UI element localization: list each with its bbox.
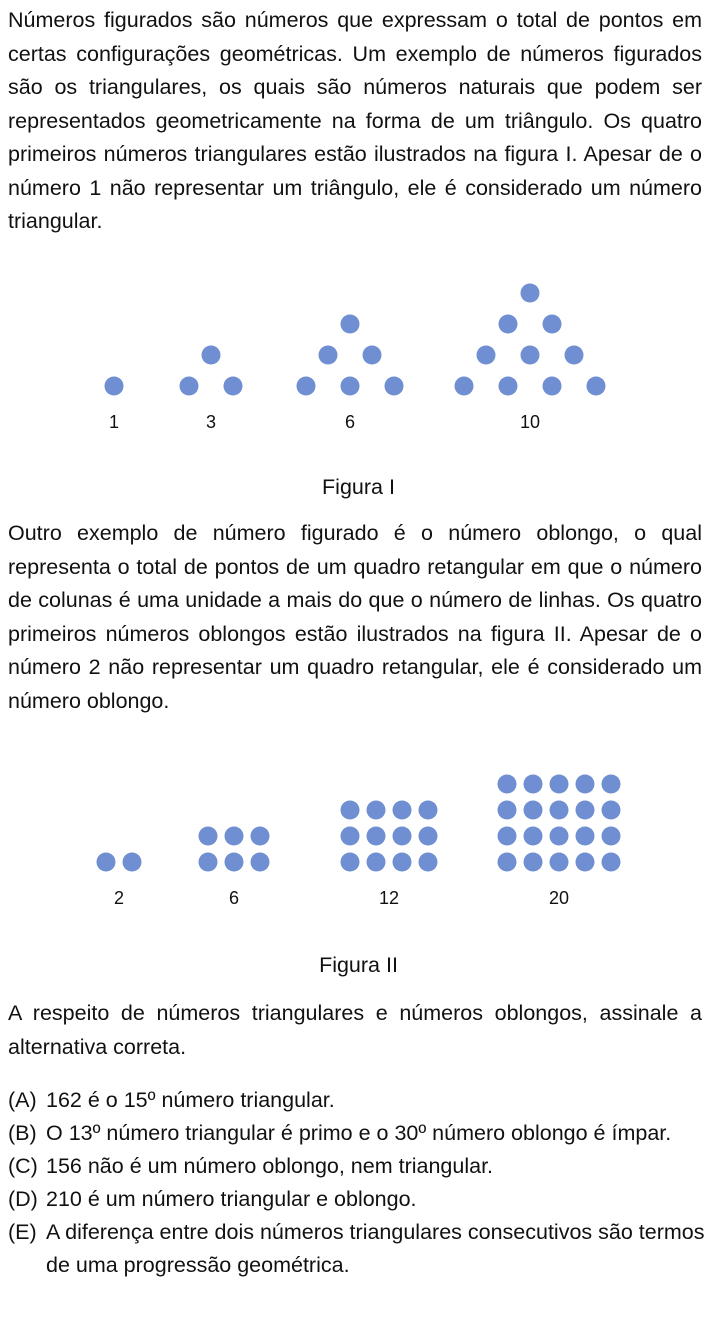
dot bbox=[550, 827, 569, 846]
option-letter: (C) bbox=[8, 1154, 38, 1178]
dot bbox=[419, 853, 438, 872]
option-letter: (D) bbox=[8, 1187, 38, 1211]
dot bbox=[524, 801, 543, 820]
option-d[interactable] bbox=[8, 1183, 708, 1216]
option-letter: (E) bbox=[8, 1220, 37, 1244]
figure-2-label: 12 bbox=[378, 888, 400, 908]
dot bbox=[576, 775, 595, 794]
dot bbox=[341, 853, 360, 872]
figure-2-caption: Figura II bbox=[319, 953, 398, 977]
figure-1-label: 3 bbox=[205, 412, 217, 432]
dot bbox=[576, 801, 595, 820]
dot bbox=[498, 853, 517, 872]
figure-2-label: 2 bbox=[113, 888, 125, 908]
option-a[interactable] bbox=[8, 1084, 708, 1117]
dot bbox=[367, 853, 386, 872]
option-b[interactable] bbox=[8, 1117, 708, 1150]
oblong-paragraph: Outro exemplo de número figurado é o número oblongo, o qual representa o total de pontos de um quadro retangular em que o número de colunas é uma unidade a mais do que o número de linhas. Os quatro primeiros números oblongos estão ilustrados na figura II. Apesar de o número 2 não representar um quadro retangular, ele é considerado um número oblongo. bbox=[8, 521, 702, 713]
figure-1-label: 10 bbox=[519, 412, 541, 432]
dot bbox=[97, 853, 116, 872]
option-text: O 13º número triangular é primo e o 30º número oblongo é ímpar. bbox=[46, 1121, 672, 1145]
dot bbox=[367, 801, 386, 820]
dot bbox=[576, 853, 595, 872]
dot bbox=[225, 827, 244, 846]
oblong-group-6 bbox=[199, 827, 270, 909]
dot bbox=[524, 827, 543, 846]
answer-options bbox=[8, 1084, 708, 1282]
figure-1-label: 1 bbox=[108, 412, 120, 432]
option-text: 162 é o 15º número triangular. bbox=[46, 1088, 335, 1112]
dot bbox=[251, 827, 270, 846]
dot bbox=[123, 853, 142, 872]
dot bbox=[419, 827, 438, 846]
figure-1-caption: Figura I bbox=[322, 475, 395, 499]
dot bbox=[419, 801, 438, 820]
dot bbox=[602, 853, 621, 872]
intro-paragraph: Números figurados são números que expressam o total de pontos em certas configurações geométricas. Um exemplo de números figurados são os triangulares, os quais são números naturais que podem ser representados geometricamente na forma de um triângulo. Os quatro primeiros números triangulares estão ilustrados na figura I. Apesar de o número 1 não representar um triângulo, ele é considerado um número triangular. bbox=[8, 8, 702, 233]
dot bbox=[498, 775, 517, 794]
dot bbox=[367, 827, 386, 846]
dot bbox=[550, 853, 569, 872]
dot bbox=[602, 801, 621, 820]
dot bbox=[341, 801, 360, 820]
dot bbox=[393, 853, 412, 872]
dot bbox=[524, 775, 543, 794]
dot bbox=[251, 853, 270, 872]
figure-2-label: 6 bbox=[228, 888, 240, 908]
oblong-group-12 bbox=[341, 801, 438, 909]
dot bbox=[550, 775, 569, 794]
option-e[interactable] bbox=[8, 1216, 708, 1282]
oblong-group-2 bbox=[97, 853, 142, 909]
dot bbox=[498, 827, 517, 846]
figure-2-label: 20 bbox=[548, 888, 570, 908]
option-text: A diferença entre dois números triangulares consecutivos são termos de uma progressão geométrica. bbox=[46, 1220, 705, 1277]
option-letter: (B) bbox=[8, 1121, 37, 1145]
option-c[interactable] bbox=[8, 1150, 708, 1183]
dot bbox=[576, 827, 595, 846]
dot bbox=[524, 853, 543, 872]
option-letter: (A) bbox=[8, 1088, 37, 1112]
oblong-group-20 bbox=[498, 775, 621, 909]
dot bbox=[498, 801, 517, 820]
dot bbox=[602, 827, 621, 846]
dot bbox=[550, 801, 569, 820]
dot bbox=[602, 775, 621, 794]
option-text: 210 é um número triangular e oblongo. bbox=[46, 1187, 417, 1211]
dot bbox=[199, 853, 218, 872]
question-prompt: A respeito de números triangulares e números oblongos, assinale a alternativa correta. bbox=[8, 1001, 702, 1059]
figure-1-label: 6 bbox=[344, 412, 356, 432]
option-text: 156 não é um número oblongo, nem triangular. bbox=[46, 1154, 494, 1178]
dot bbox=[225, 853, 244, 872]
dot bbox=[341, 827, 360, 846]
dot bbox=[393, 801, 412, 820]
dot bbox=[199, 827, 218, 846]
dot bbox=[393, 827, 412, 846]
